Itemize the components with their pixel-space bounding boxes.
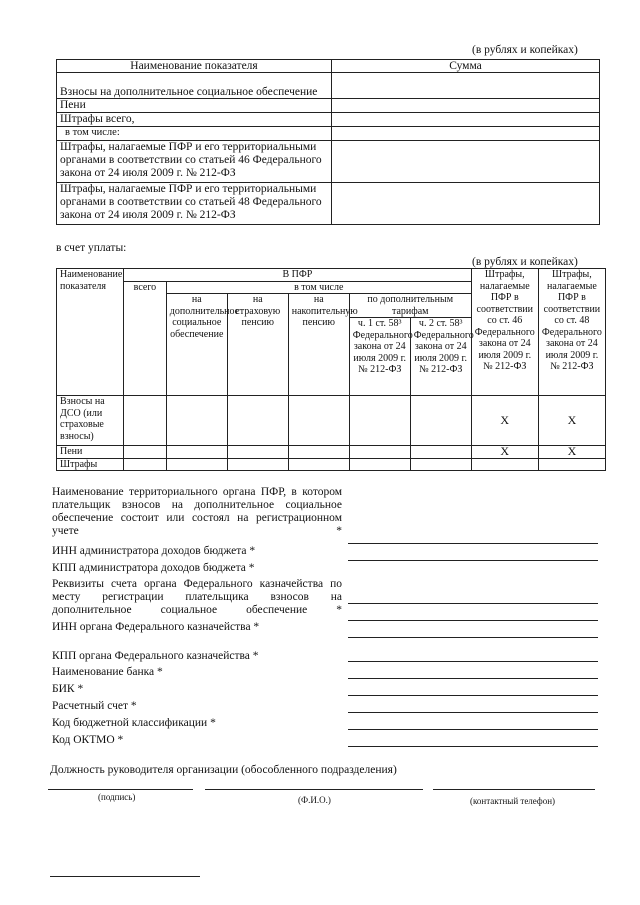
col-sum-header: Сумма — [332, 60, 600, 73]
sum-cell — [332, 141, 600, 183]
currency-note-2: (в рублях и копейках) — [472, 256, 578, 268]
row-penalties-2: Пени — [57, 446, 124, 459]
fio-line — [205, 789, 423, 790]
x-mark: Х — [471, 396, 538, 446]
header-fines-46: Штрафы, налагаемые ПФР в соответствии со ст. 46 Федерального закона от 24 июля 2009 г. № 212-ФЗ — [471, 269, 538, 396]
fill-line — [348, 712, 598, 713]
sum-cell — [332, 127, 600, 141]
field-label-kpp-admin: КПП администратора доходов бюджета * — [52, 562, 255, 574]
fill-line — [348, 620, 598, 621]
fio-caption: (Ф.И.О.) — [298, 795, 331, 805]
col-name-header: Наименование показателя — [57, 60, 332, 73]
position-label: Должность руководителя организации (обособленного подразделения) — [50, 764, 397, 776]
header-total: всего — [124, 281, 167, 396]
payment-table — [56, 268, 606, 471]
header-dso: на дополнительное социальное обеспечение — [166, 294, 227, 396]
summary-table — [56, 59, 600, 225]
sum-cell — [332, 183, 600, 225]
header-including: в том числе — [166, 281, 471, 294]
field-label-bank: Наименование банка * — [52, 666, 163, 678]
field-label-org: Наименование территориального органа ПФР, в котором плательщик взносов на дополнительное социальное обеспечение состоит или состоял на регистрационном учете * — [52, 486, 342, 537]
row-dso-contributions: Взносы на ДСО (или страховые взносы) — [57, 396, 124, 446]
field-label-kbk: Код бюджетной классификации * — [52, 717, 216, 729]
header-part1: ч. 1 ст. 58³ Федерального закона от 24 июля 2009 г. № 212-ФЗ — [349, 318, 410, 396]
sum-cell — [332, 99, 600, 113]
fill-line — [348, 661, 598, 662]
currency-note: (в рублях и копейках) — [472, 44, 578, 56]
field-label-kpp-treasury: КПП органа Федерального казначейства * — [52, 650, 259, 662]
row-including: в том числе: — [57, 127, 332, 141]
row-fines-total: Штрафы всего, — [57, 113, 332, 127]
sum-cell — [332, 73, 600, 99]
header-funded-pension: на накопительную пенсию — [288, 294, 349, 396]
fill-line — [348, 695, 598, 696]
field-label-account: Расчетный счет * — [52, 700, 137, 712]
row-fines-46: Штрафы, налагаемые ПФР и его территориальными органами в соответствии со статьей 46 Федерального закона от 24 июля 2009 г. № 212-ФЗ — [57, 141, 332, 183]
fill-line — [348, 678, 598, 679]
row-contributions: Взносы на дополнительное социальное обеспечение — [57, 73, 332, 99]
x-mark: Х — [471, 446, 538, 459]
field-label-treasury: Реквизиты счета органа Федерального казначейства по месту регистрации плательщика взносов на дополнительное социальное обеспечение * — [52, 578, 342, 616]
header-pfr: В ПФР — [124, 269, 472, 282]
fill-line — [348, 560, 598, 561]
payment-label: в счет уплаты: — [56, 242, 127, 254]
sum-cell — [332, 113, 600, 127]
header-fines-48: Штрафы, налагаемые ПФР в соответствии со ст. 48 Федерального закона от 24 июля 2009 г. № 212-ФЗ — [538, 269, 605, 396]
footnote-separator — [50, 876, 200, 877]
x-mark: Х — [538, 446, 605, 459]
header-name: Наименование показателя — [57, 269, 124, 396]
x-mark: Х — [538, 396, 605, 446]
field-label-bik: БИК * — [52, 683, 84, 695]
fill-line — [348, 603, 598, 604]
header-insurance-pension: на страховую пенсию — [227, 294, 288, 396]
header-additional-tariffs: по дополнительным тарифам — [349, 294, 471, 318]
signature-caption: (подпись) — [98, 792, 136, 802]
row-fines-2: Штрафы — [57, 458, 124, 471]
row-fines-48: Штрафы, налагаемые ПФР и его территориальными органами в соответствии со статьей 48 Федерального закона от 24 июля 2009 г. № 212-ФЗ — [57, 183, 332, 225]
fill-line — [348, 637, 598, 638]
field-label-inn-admin: ИНН администратора доходов бюджета * — [52, 545, 256, 557]
field-label-inn-treasury: ИНН органа Федерального казначейства * — [52, 621, 260, 633]
phone-caption: (контактный телефон) — [470, 796, 556, 806]
fill-line — [348, 729, 598, 730]
phone-line — [433, 789, 595, 790]
fill-line — [348, 746, 598, 747]
row-penalties: Пени — [57, 99, 332, 113]
header-part2: ч. 2 ст. 58³ Федерального закона от 24 июля 2009 г. № 212-ФЗ — [410, 318, 471, 396]
signature-line — [48, 789, 193, 790]
field-label-oktmo: Код ОКТМО * — [52, 734, 124, 746]
fill-line — [348, 543, 598, 544]
